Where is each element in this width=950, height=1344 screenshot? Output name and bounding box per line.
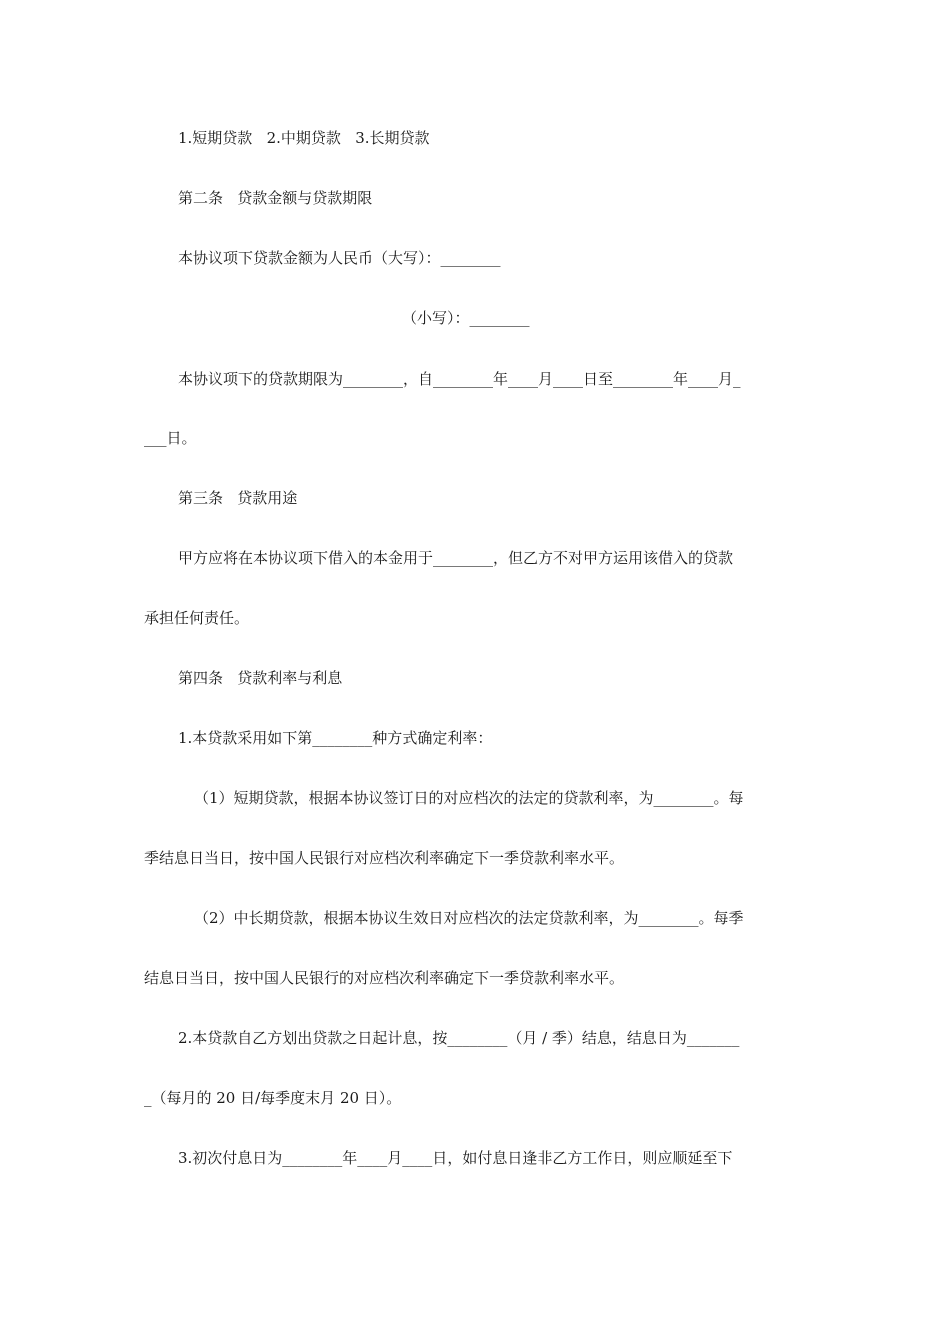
interest-settlement-line-cont: _（每月的 20 日/每季度末月 20 日）。: [144, 1089, 402, 1107]
loan-amount-uppercase: 本协议项下贷款金额为人民币（大写）：________: [178, 249, 501, 267]
first-payment-date-line: 3.初次付息日为________年____月____日，如付息日逢非乙方工作日，则应顺延至下: [178, 1149, 733, 1167]
loan-purpose-line: 甲方应将在本协议项下借入的本金用于________，但乙方不对甲方运用该借入的贷款: [178, 549, 734, 567]
loan-purpose-line-cont: 承担任何责任。: [144, 609, 250, 627]
short-term-rate-line: （1）短期贷款，根据本协议签订日的对应档次的法定的贷款利率，为________。每: [194, 789, 744, 807]
article-2-heading: 第二条 贷款金额与贷款期限: [178, 189, 373, 207]
short-term-rate-line-cont: 季结息日当日，按中国人民银行对应档次利率确定下一季贷款利率水平。: [144, 849, 625, 867]
loan-term-line: 本协议项下的贷款期限为________，自________年____月____日至________年____月_: [178, 370, 741, 388]
long-term-rate-line-cont: 结息日当日，按中国人民银行的对应档次利率确定下一季贷款利率水平。: [144, 969, 625, 987]
loan-type-options: 1.短期贷款 2.中期贷款 3.长期贷款: [178, 129, 430, 147]
interest-settlement-line: 2.本贷款自乙方划出贷款之日起计息，按________（月 / 季）结息，结息日为_______: [178, 1029, 740, 1047]
long-term-rate-line: （2）中长期贷款，根据本协议生效日对应档次的法定贷款利率，为________。每季: [194, 909, 744, 927]
rate-method-line: 1.本贷款采用如下第________种方式确定利率：: [178, 729, 493, 747]
article-3-heading: 第三条 贷款用途: [178, 489, 298, 507]
article-4-heading: 第四条 贷款利率与利息: [178, 669, 343, 687]
loan-term-line-cont: ___日。: [144, 429, 197, 447]
loan-amount-lowercase: （小写）：________: [402, 309, 530, 327]
